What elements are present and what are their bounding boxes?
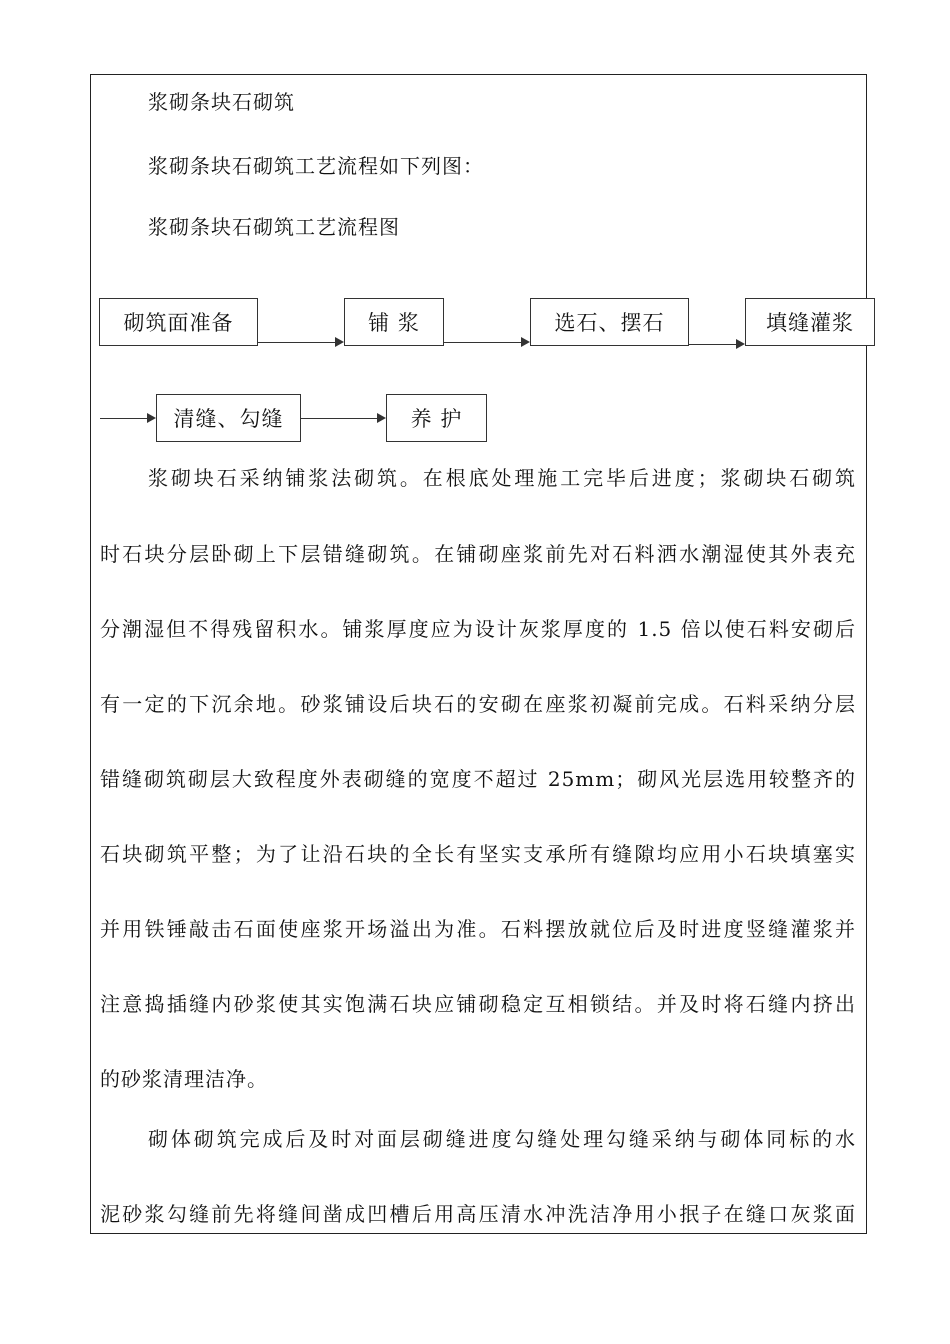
document-frame [90,74,867,1234]
flow-arrow [689,344,743,345]
flow-arrow [444,342,528,343]
flow-arrow [301,418,384,419]
paragraph-line: 浆砌块石采纳铺浆法砌筑。在根底处理施工完毕后进度；浆砌块石砌筑 [148,466,856,490]
paragraph-line: 的砂浆清理洁净。 [100,1067,268,1091]
flow-arrow [258,342,342,343]
flowchart-caption: 浆砌条块石砌筑工艺流程图 [148,215,400,239]
flow-step-curing: 养 护 [386,394,487,442]
section-title: 浆砌条块石砌筑 [148,90,295,114]
paragraph-line: 分潮湿但不得残留积水。铺浆厚度应为设计灰浆厚度的 1.5 倍以使石料安砌后 [100,617,856,641]
flow-step-fill-grout: 填缝灌浆 [745,298,875,346]
paragraph-line: 并用铁锤敲击石面使座浆开场溢出为准。石料摆放就位后及时进度竖缝灌浆并 [100,917,856,941]
flow-step-prepare: 砌筑面准备 [99,298,258,346]
paragraph-line: 砌体砌筑完成后及时对面层砌缝进度勾缝处理勾缝采纳与砌体同标的水 [148,1127,856,1151]
flow-step-mortar: 铺 浆 [344,298,444,346]
paragraph-line: 注意捣插缝内砂浆使其实饱满石块应铺砌稳定互相锁结。并及时将石缝内挤出 [100,992,856,1016]
paragraph-line: 时石块分层卧砌上下层错缝砌筑。在铺砌座浆前先对石料洒水潮湿使其外表充 [100,542,856,566]
paragraph-line: 错缝砌筑砌层大致程度外表砌缝的宽度不超过 25mm；砌风光层选用较整齐的 [100,767,856,791]
flow-step-pointing: 清缝、勾缝 [156,394,301,442]
flow-intro: 浆砌条块石砌筑工艺流程如下列图： [148,154,484,178]
flow-arrow [100,418,154,419]
paragraph-line: 有一定的下沉余地。砂浆铺设后块石的安砌在座浆初凝前完成。石料采纳分层 [100,692,856,716]
paragraph-line: 石块砌筑平整；为了让沿石块的全长有坚实支承所有缝隙均应用小石块填塞实 [100,842,856,866]
flow-step-select-stone: 选石、摆石 [530,298,689,346]
paragraph-line: 泥砂浆勾缝前先将缝间凿成凹槽后用高压清水冲洗洁净用小抿子在缝口灰浆面 [100,1202,856,1226]
